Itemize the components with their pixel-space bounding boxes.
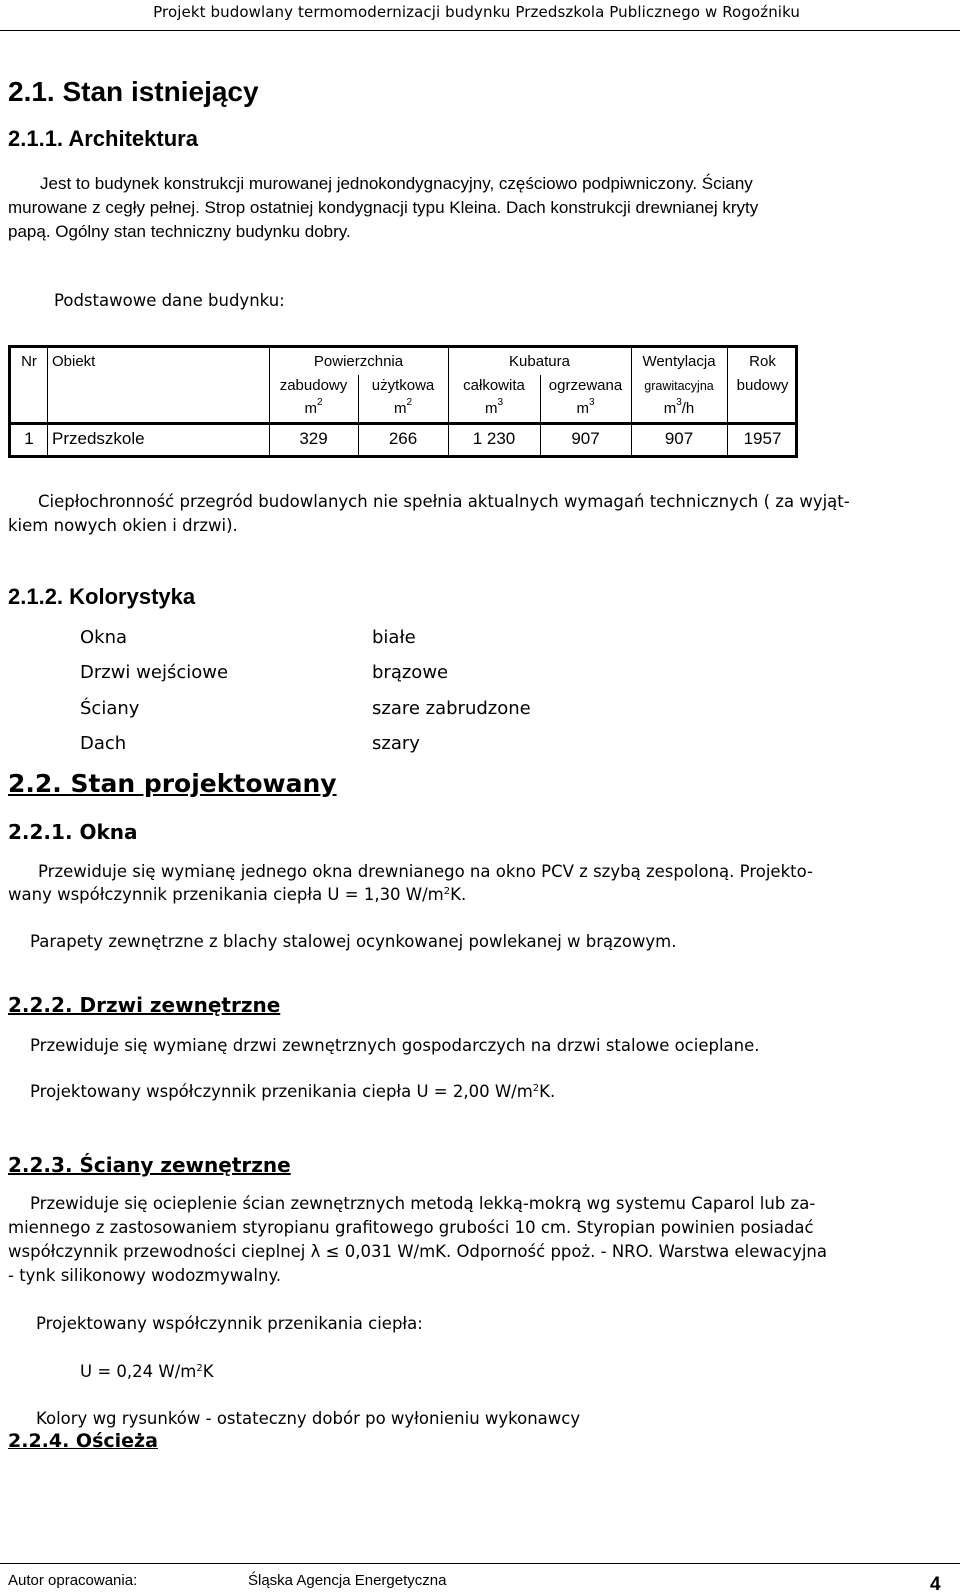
paragraph-line: papą. Ogólny stan techniczny budynku dobry. xyxy=(8,222,351,241)
paragraph-line: Przewiduje się wymianę jednego okna drewnianego na okno PCV z szybą zespoloną. Projekto- xyxy=(38,862,813,881)
heading-2-1-2: 2.1.2. Kolorystyka xyxy=(8,584,196,609)
col-header-ogrzewana: ogrzewana xyxy=(548,377,623,394)
col-header-wentylacja: Wentylacja xyxy=(642,353,716,370)
col-header-nr: Nr xyxy=(21,353,37,370)
footer-author: Śląska Agencja Energetyczna xyxy=(248,1572,447,1589)
paragraph-line: kiem nowych okien i drzwi). xyxy=(8,516,238,535)
building-data-table xyxy=(8,345,798,458)
cell-rok: 1957 xyxy=(743,429,782,448)
paragraph-line: miennego z zastosowaniem styropianu grafitowego grubości 10 cm. Styropian powinien posiadać xyxy=(8,1218,814,1237)
page-header xyxy=(0,0,960,31)
col-header-rok: Rok xyxy=(749,353,776,370)
col-header-obiekt: Obiekt xyxy=(52,353,96,370)
color-value: brązowe xyxy=(372,662,449,683)
heading-2-2-1: 2.2.1. Okna xyxy=(8,820,138,844)
unit-m2: $m^2$ xyxy=(304,397,323,417)
color-label: Ściany xyxy=(80,698,140,719)
col-header-zabudowy: zabudowy xyxy=(279,377,348,394)
paragraph-line: wany współczynnik przenikania ciepła U = 1,30 $W/m^2K$. xyxy=(8,885,467,904)
color-value: białe xyxy=(372,627,416,648)
cell-ogrzewana: 907 xyxy=(571,429,600,448)
footer-label: Autor opracowania: xyxy=(8,1572,138,1589)
heading-2-2-2: 2.2.2. Drzwi zewnętrzne xyxy=(8,993,281,1017)
paragraph-line: Kolory wg rysunków - ostateczny dobór po wyłonieniu wykonawcy xyxy=(36,1409,581,1428)
page-number: 4 xyxy=(930,1574,941,1595)
heading-2-1-1: 2.1.1. Architektura xyxy=(8,126,198,151)
col-header-powierzchnia: Powierzchnia xyxy=(313,353,404,370)
cell-nr: 1 xyxy=(24,429,34,448)
paragraph-line: Parapety zewnętrzne z blachy stalowej ocynkowanej powlekanej w brązowym. xyxy=(30,932,677,951)
paragraph-line: Jest to budynek konstrukcji murowanej jednokondygnacyjny, częściowo podpiwniczony. Ściany xyxy=(40,174,753,193)
paragraph-line: Przewiduje się ocieplenie ścian zewnętrznych metodą lekką-mokrą wg systemu Caparol lub za- xyxy=(30,1194,816,1213)
unit-m3: $m^3$ xyxy=(484,397,504,417)
color-value: szare zabrudzone xyxy=(372,698,531,719)
heading-2-1: 2.1. Stan istniejący xyxy=(8,76,259,107)
cell-wentylacja: 907 xyxy=(664,429,694,448)
header-title: Projekt budowlany termomodernizacji budynku Przedszkola Publicznego w Rogoźniku xyxy=(153,3,800,21)
formula-line: U = 0,24 $W/m^2K$ xyxy=(80,1362,214,1381)
paragraph-line: Przewiduje się wymianę drzwi zewnętrznych gospodarczych na drzwi stalowe ocieplane. xyxy=(30,1036,760,1055)
color-label: Drzwi wejściowe xyxy=(80,662,229,683)
col-header-kubatura: Kubatura xyxy=(509,353,570,370)
heading-2-2: 2.2. Stan projektowany xyxy=(8,769,337,798)
color-label: Okna xyxy=(80,627,128,648)
paragraph-line: Ciepłochronność przegród budowlanych nie spełnia aktualnych wymagań technicznych ( za wyjąt- xyxy=(38,492,850,511)
table-caption: Podstawowe dane budynku: xyxy=(54,291,285,310)
page-footer xyxy=(0,1563,960,1596)
color-label: Dach xyxy=(80,733,127,754)
cell-calkowita: 1 230 xyxy=(472,429,516,448)
cell-uzytkowa: 266 xyxy=(388,429,418,448)
paragraph-line: - tynk silikonowy wodozmywalny. xyxy=(8,1266,282,1285)
paragraph-line: murowane z cegły pełnej. Strop ostatniej kondygnacji typu Kleina. Dach konstrukcji drewnianej kryty xyxy=(8,198,759,217)
col-header-uzytkowa: użytkowa xyxy=(371,377,435,394)
col-header-budowy: budowy xyxy=(736,377,789,394)
cell-zabudowy: 329 xyxy=(299,429,328,448)
paragraph-line: Projektowany współczynnik przenikania ciepła U = 2,00 $W/m^2K$. xyxy=(30,1082,556,1101)
cell-obiekt: Przedszkole xyxy=(52,429,145,448)
heading-2-2-3: 2.2.3. Ściany zewnętrzne xyxy=(8,1153,291,1177)
unit-m2: $m^2$ xyxy=(393,397,413,417)
paragraph-line: Projektowany współczynnik przenikania ciepła: xyxy=(36,1314,423,1333)
heading-2-2-4: 2.2.4. Ościeża xyxy=(8,1430,158,1452)
col-header-grawitacyjna: grawitacyjna xyxy=(644,379,714,393)
unit-m3: $m^3$ xyxy=(576,397,595,417)
color-value: szary xyxy=(372,733,420,754)
paragraph-line: współczynnik przewodności cieplnej λ ≤ 0,031 W/mK. Odporność ppoż. - NRO. Warstwa elewacyjna xyxy=(8,1242,827,1261)
col-header-calkowita: całkowita xyxy=(463,377,525,394)
unit-m3h: $m^3/h$ xyxy=(663,397,695,417)
